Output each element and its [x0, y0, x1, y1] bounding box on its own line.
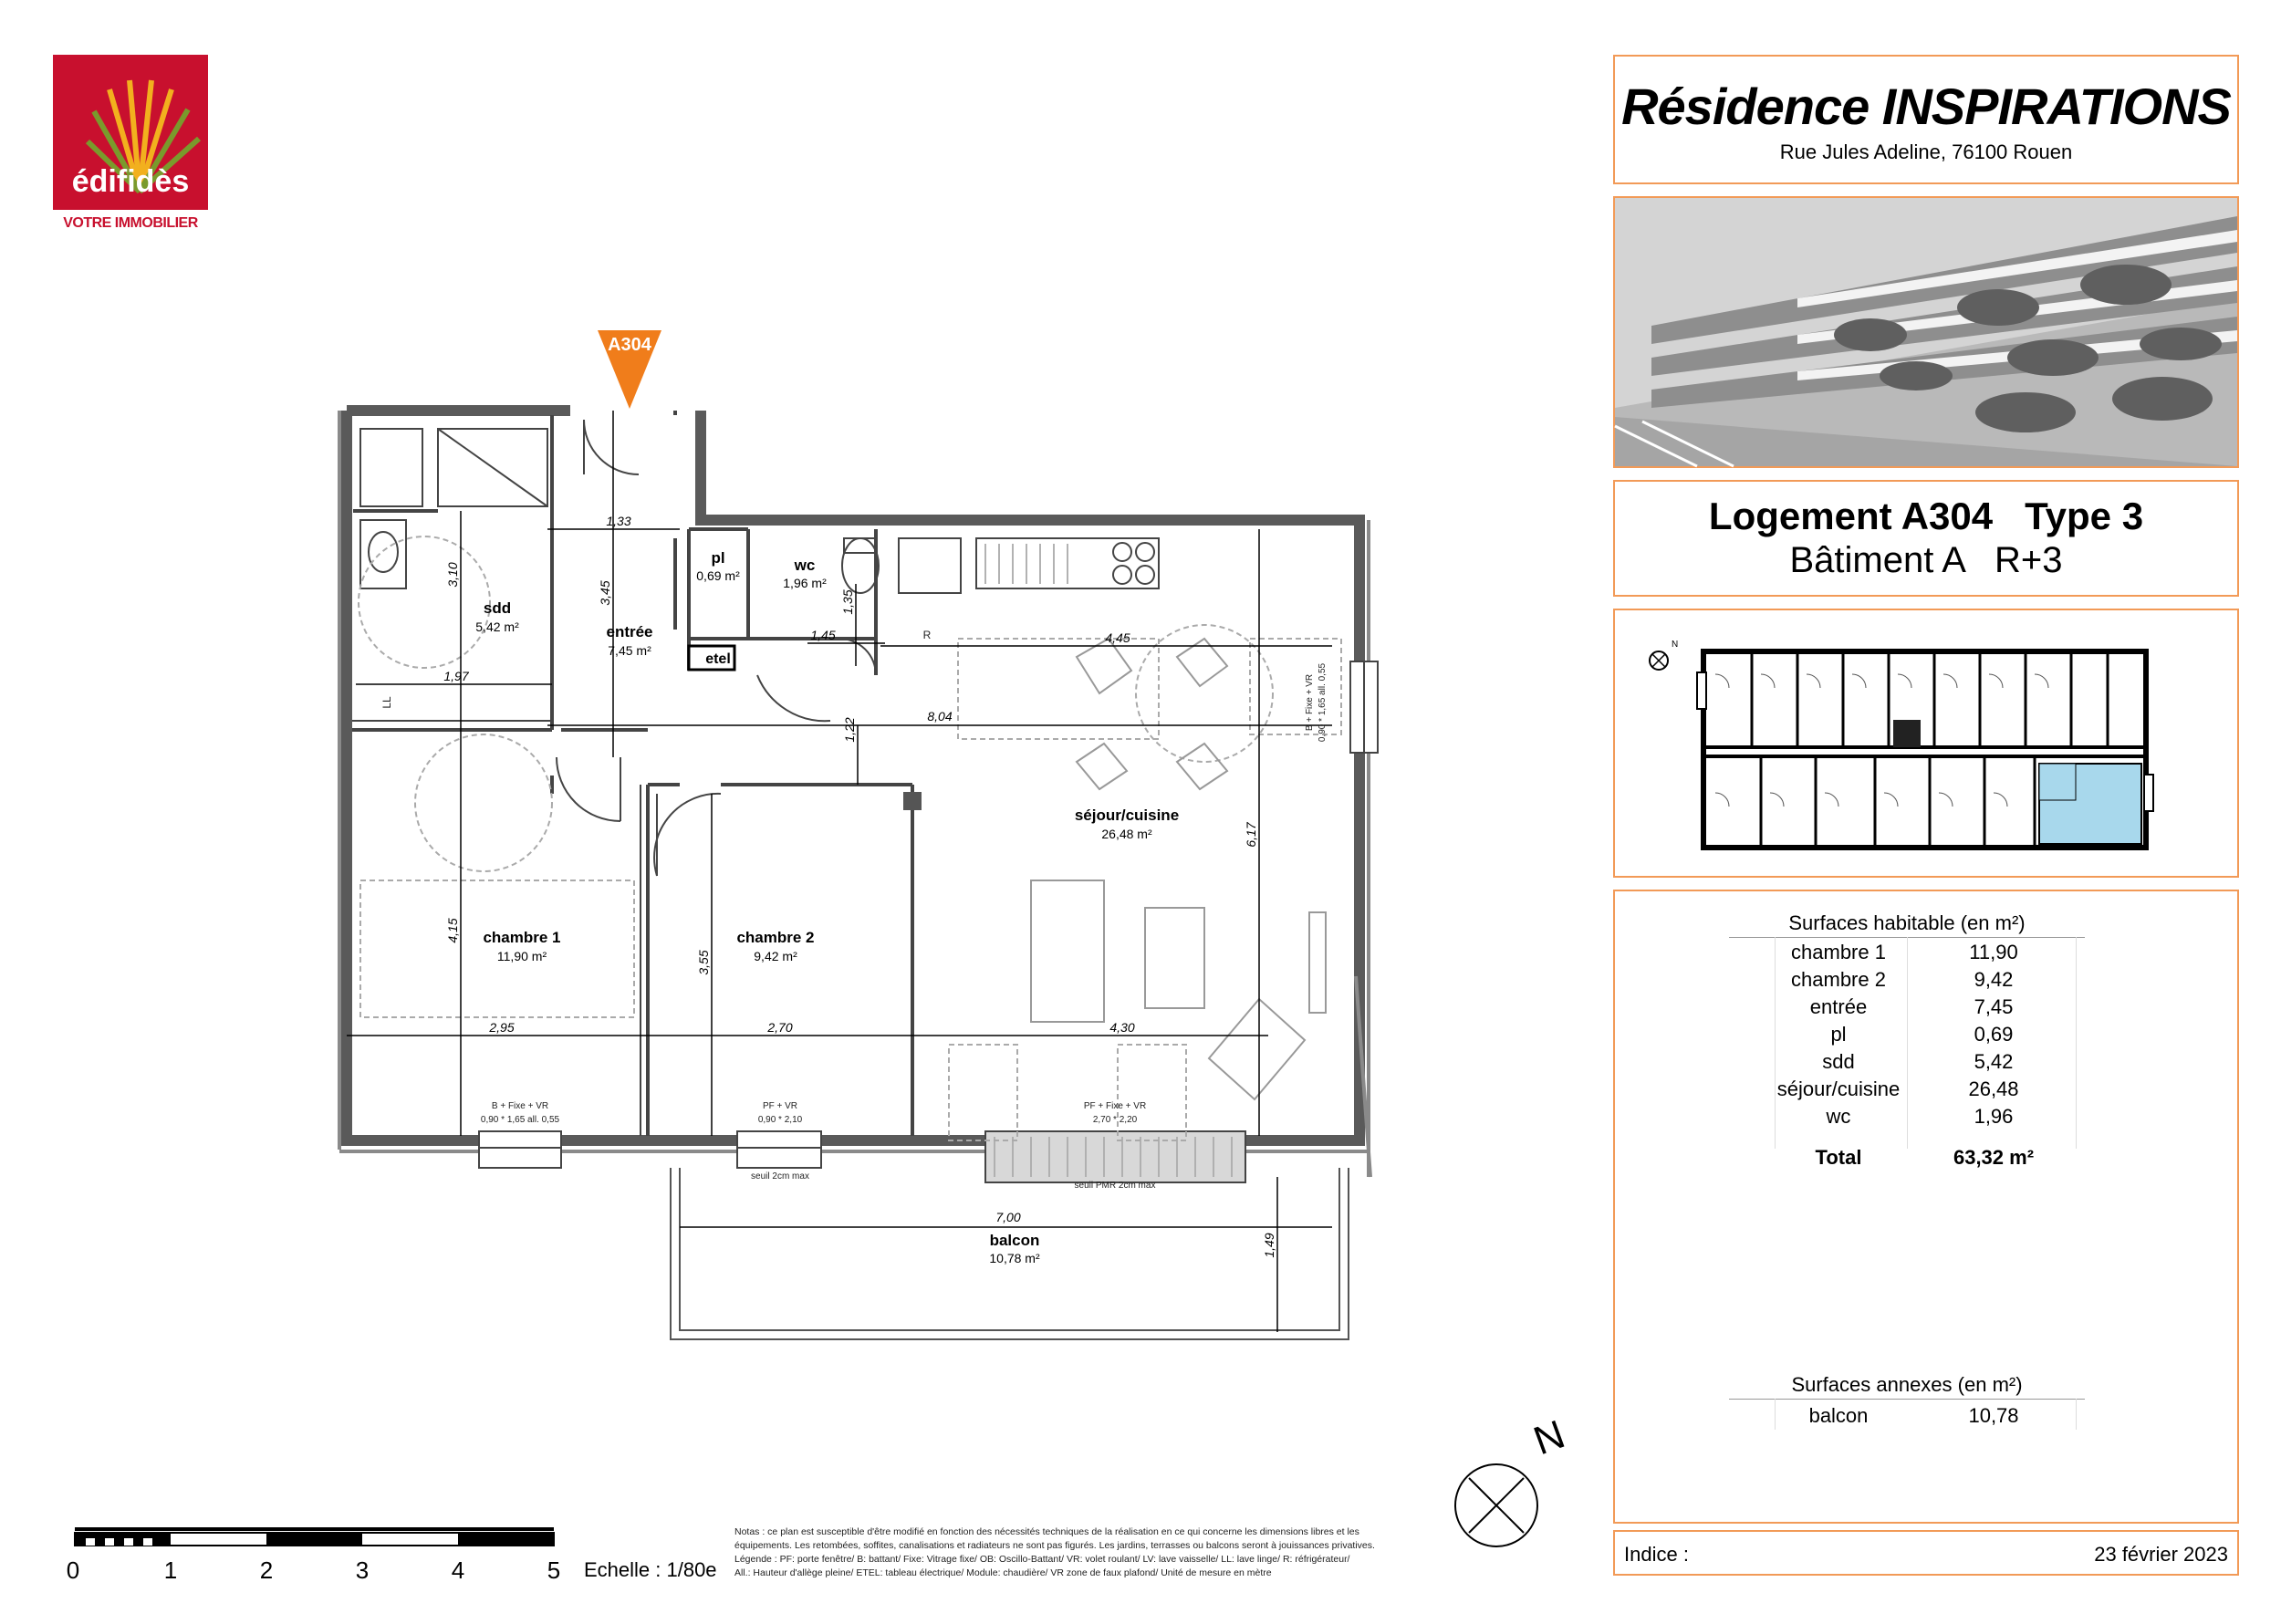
room-chambre1-area: 11,90 m² [496, 949, 547, 963]
svg-text:3,55: 3,55 [696, 950, 711, 975]
annexes-table [1729, 1373, 2085, 1446]
compass-north-label: N [1527, 1411, 1571, 1464]
keyplan-north-icon [1650, 640, 1678, 670]
logement-title: Logement A304 Type 3 [1708, 494, 2144, 537]
surface-row: wc 1,96 [1826, 1105, 2014, 1128]
indice-label: Indice : [1624, 1543, 1689, 1566]
svg-text:4,45: 4,45 [1105, 630, 1130, 645]
room-chambre2: chambre 2 [736, 929, 815, 946]
room-chambre2-area: 9,42 m² [754, 949, 797, 963]
residence-address: Rue Jules Adeline, 76100 Rouen [1779, 141, 2073, 163]
svg-text:R: R [922, 629, 932, 641]
svg-text:2,70: 2,70 [767, 1020, 793, 1035]
svg-text:0: 0 [66, 1556, 80, 1584]
room-pl-area: 0,69 m² [696, 568, 740, 583]
svg-text:4: 4 [451, 1556, 465, 1584]
svg-text:3,45: 3,45 [598, 580, 612, 606]
svg-text:1,22: 1,22 [842, 717, 857, 743]
room-chambre1: chambre 1 [483, 929, 561, 946]
room-wc-area: 1,96 m² [783, 576, 827, 590]
logement-box [1613, 480, 2239, 597]
surface-row: pl 0,69 [1830, 1023, 2014, 1046]
svg-text:2: 2 [259, 1556, 274, 1584]
room-sdd-area: 5,42 m² [475, 619, 519, 634]
svg-text:Légende : PF: porte fenêtre/ B: Légende : PF: porte fenêtre/ B: battant/ Fixe: Vitrage fixe/ OB: Oscillo-Battant/ VR: volet roulant/ LV: lave vaisselle/ LL: lave linge/ R: réfrigérateur/ [734, 1554, 1350, 1565]
svg-text:8,04: 8,04 [927, 709, 953, 724]
room-wc: wc [794, 557, 816, 574]
svg-text:6,17: 6,17 [1244, 822, 1258, 848]
scale-bar [67, 1527, 717, 1584]
svg-text:2,95: 2,95 [489, 1020, 515, 1035]
svg-text:1,49: 1,49 [1262, 1233, 1276, 1258]
svg-text:PF + Fixe + VR: PF + Fixe + VR [1083, 1101, 1147, 1111]
logo-tagline: VOTRE IMMOBILIER [63, 215, 198, 231]
room-entree-area: 7,45 m² [608, 643, 651, 658]
svg-text:1,97: 1,97 [443, 669, 469, 683]
svg-text:3,10: 3,10 [445, 562, 460, 588]
keyplan-box [1613, 609, 2239, 878]
svg-text:1,35: 1,35 [840, 589, 855, 615]
scale-label: Echelle : 1/80e [584, 1558, 717, 1581]
room-sejour: séjour/cuisine [1074, 807, 1180, 824]
logement-building: Bâtiment A R+3 [1789, 540, 2063, 580]
annexes-title: Surfaces annexes (en m²) [1791, 1373, 2023, 1396]
footer-box [1613, 1530, 2239, 1576]
svg-text:seuil 2cm max: seuil 2cm max [751, 1171, 809, 1182]
svg-text:0,90 * 1,65 all. 0,55: 0,90 * 1,65 all. 0,55 [1318, 662, 1328, 743]
surface-row: séjour/cuisine 26,48 [1776, 1077, 2019, 1100]
svg-text:1: 1 [163, 1556, 178, 1584]
svg-text:4,30: 4,30 [1109, 1020, 1135, 1035]
svg-text:7,00: 7,00 [995, 1210, 1021, 1224]
svg-text:B + Fixe + VR: B + Fixe + VR [491, 1101, 549, 1111]
plan-notes [734, 1526, 1375, 1578]
svg-text:All.: Hauteur d'allège pleine/: All.: Hauteur d'allège pleine/ ETEL: tableau électrique/ Module: chaudière/ VR zone de faux plafond/ Unité de mesure en mètre [734, 1567, 1272, 1578]
svg-text:B + Fixe + VR: B + Fixe + VR [1305, 673, 1315, 732]
svg-text:0,90 * 1,65 all. 0,55: 0,90 * 1,65 all. 0,55 [480, 1115, 560, 1125]
surface-row: chambre 1 11,90 [1791, 941, 2018, 963]
svg-text:A304: A304 [608, 335, 651, 355]
room-entree: entrée [606, 623, 653, 640]
room-pl: pl [711, 549, 725, 567]
apartment-marker [598, 330, 661, 409]
svg-text:4,15: 4,15 [445, 918, 460, 943]
room-sdd: sdd [483, 599, 512, 617]
room-etel: etel [705, 651, 731, 667]
annexe-row: balcon 10,78 [1808, 1404, 2019, 1427]
compass-icon [1442, 1410, 1571, 1546]
surfaces-box [1613, 890, 2239, 1524]
surface-row: chambre 2 9,42 [1791, 968, 2014, 991]
residence-title: Résidence INSPIRATIONS [1621, 78, 2231, 135]
room-balcon: balcon [989, 1232, 1040, 1249]
surface-row: entrée 7,45 [1809, 995, 2014, 1018]
svg-text:seuil PMR 2cm max: seuil PMR 2cm max [1074, 1181, 1156, 1191]
keyplan [1615, 610, 2237, 876]
logo-wordmark: édifidès [71, 164, 190, 199]
residence-box [1613, 55, 2239, 184]
plan-date: 23 février 2023 [2094, 1543, 2228, 1566]
svg-text:Notas : ce plan est susceptibl: Notas : ce plan est susceptible d'être modifié en fonction des nécessités techniques de la réalisation en ce qui concerne les dimensions libres et les [734, 1526, 1359, 1537]
building-photo [1613, 196, 2239, 468]
svg-text:PF + VR: PF + VR [762, 1101, 798, 1111]
svg-text:2,70 * 2,20: 2,70 * 2,20 [1092, 1115, 1138, 1125]
svg-text:1,33: 1,33 [606, 514, 631, 528]
svg-text:0,90 * 2,10: 0,90 * 2,10 [757, 1115, 803, 1125]
svg-text:N: N [1672, 640, 1679, 650]
svg-text:5: 5 [547, 1556, 561, 1584]
surface-row: sdd 5,42 [1822, 1050, 2014, 1073]
building-photo-image [1615, 198, 2237, 466]
svg-text:LL: LL [380, 696, 393, 709]
svg-text:3: 3 [355, 1556, 370, 1584]
svg-text:1,45: 1,45 [810, 628, 836, 642]
room-balcon-area: 10,78 m² [989, 1251, 1040, 1265]
surfaces-table [1729, 911, 2085, 1185]
room-sejour-area: 26,48 m² [1101, 827, 1152, 841]
surfaces-title: Surfaces habitable (en m²) [1788, 911, 2026, 934]
surface-total-row: Total 63,32 m² [1815, 1146, 2035, 1169]
svg-text:équipements. Les retombées, so: équipements. Les retombées, soffites, canalisations et radiateurs ne sont pas figurés. Les jardins, terrasses ou balcons seront à jouissances privatives. [734, 1540, 1375, 1551]
